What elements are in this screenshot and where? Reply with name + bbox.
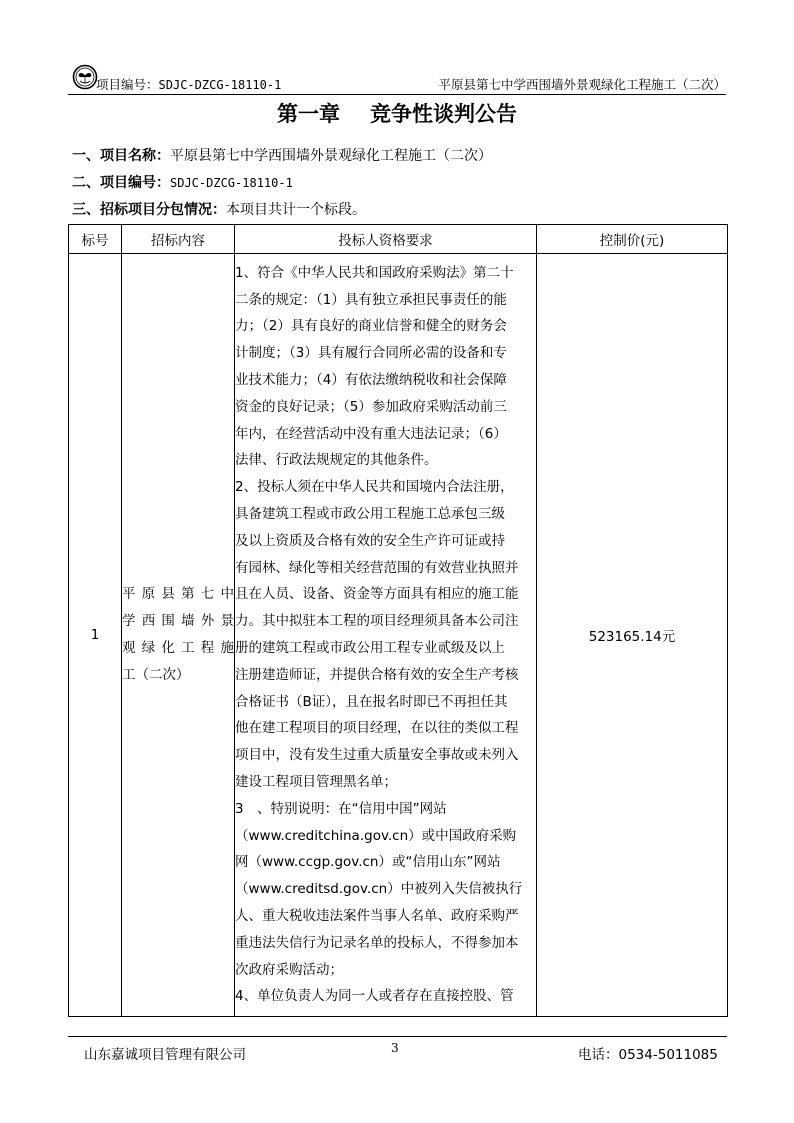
requirement-line: 2、投标人须在中华人民共和国境内合法注册， <box>235 479 514 496</box>
content-cell <box>122 254 235 1017</box>
header-lot-number: 标号 <box>69 225 122 254</box>
header-doc-title: 平原县第七中学西围墙外景观绿化工程施工（二次） <box>438 77 726 92</box>
footer-rule <box>68 1036 727 1037</box>
header-price: 控制价(元) <box>537 225 728 254</box>
requirement-line: 具备建筑工程或市政公用工程施工总承包三级 <box>235 506 505 523</box>
footer-phone: 电话：0534-5011085 <box>578 1047 718 1063</box>
company-logo-icon <box>72 64 98 90</box>
requirement-line: 注册建造师证，并提供合格有效的安全生产考核 <box>235 666 519 683</box>
header-project-number: 项目编号：SDJC-DZCG-18110-1 <box>96 77 282 92</box>
requirement-line: （www.creditchina.gov.cn）或中国政府采购 <box>235 827 517 844</box>
requirement-line: 力。其中拟驻本工程的项目经理须具备本公司注 <box>235 613 519 630</box>
content-line: 观绿化工程施 <box>122 640 234 656</box>
chapter-title <box>0 98 794 128</box>
requirement-line: 人、重大税收违法案件当事人名单、政府采购严 <box>235 907 519 924</box>
requirement-line: 力；（2）具有良好的商业信誉和健全的财务会 <box>235 318 507 335</box>
table-row <box>69 254 728 1017</box>
price-cell: 523165.14元 <box>537 254 728 1017</box>
requirement-line: 及以上资质及合格有效的安全生产许可证或持 <box>235 532 505 549</box>
project-number-label: 二、项目编号： <box>72 175 170 191</box>
requirement-line: 项目中，没有发生过重大质量安全事故或未列入 <box>235 747 519 764</box>
project-name-value: 平原县第七中学西围墙外景观绿化工程施工（二次） <box>170 148 492 164</box>
requirement-line: 册的建筑工程或市政公用工程专业贰级及以上 <box>235 640 505 656</box>
page-header <box>68 64 726 95</box>
requirement-line: 合格证书（B证），且在报名时即已不再担任其 <box>235 693 508 710</box>
chapter-number: 第一章 <box>277 101 340 126</box>
requirement-line: 有园林、绿化等相关经营范围的有效营业执照并 <box>235 559 519 576</box>
requirement-line: 网（www.ccgp.gov.cn）或“信用山东”网站 <box>235 854 501 871</box>
requirement-line: （www.creditsd.gov.cn）中被列入失信被执行 <box>235 881 523 898</box>
content-line: 工（二次） <box>122 666 190 683</box>
page-number: 3 <box>391 1041 399 1055</box>
project-name-line <box>72 145 492 165</box>
requirement-line: 次政府采购活动； <box>235 961 343 978</box>
lot-number-cell: 1 <box>69 254 122 1017</box>
table-header-row <box>69 225 728 254</box>
requirement-line: 重违法失信行为记录名单的投标人，不得参加本 <box>235 934 519 951</box>
requirement-line: 业技术能力；（4）有依法缴纳税收和社会保障 <box>235 372 507 389</box>
header-requirements: 投标人资格要求 <box>235 225 537 254</box>
requirement-line: 3 、特别说明：在“信用中国”网站 <box>235 800 447 817</box>
requirement-line: 二条的规定：（1）具有独立承担民事责任的能 <box>235 291 507 308</box>
lots-line <box>72 199 366 219</box>
project-number-line <box>72 172 293 192</box>
lots-label: 三、招标项目分包情况： <box>72 202 226 218</box>
footer-company: 山东嘉诚项目管理有限公司 <box>84 1047 246 1063</box>
requirement-line: 他在建工程项目的项目经理，在以往的类似工程 <box>235 720 519 737</box>
requirement-line: 建设工程项目管理黑名单； <box>235 773 397 790</box>
requirement-line: 年内，在经营活动中没有重大违法记录；（6） <box>235 425 507 442</box>
content-line: 学西围墙外景 <box>122 613 234 630</box>
chapter-heading: 竞争性谈判公告 <box>370 101 517 126</box>
requirement-line: 资金的良好记录；（5）参加政府采购活动前三 <box>235 398 507 415</box>
requirement-line: 1、符合《中华人民共和国政府采购法》第二十 <box>235 264 514 281</box>
requirement-line: 4、单位负责人为同一人或者存在直接控股、管 <box>235 988 514 1005</box>
bid-table <box>68 224 728 1017</box>
requirement-line: 计制度；（3）具有履行合同所必需的设备和专 <box>235 345 507 362</box>
requirements-cell <box>235 254 537 1017</box>
content-line: 平原县第七中 <box>122 586 234 603</box>
requirement-line: 法律、行政法规规定的其他条件。 <box>235 452 438 469</box>
requirement-line: 且在人员、设备、资金等方面具有相应的施工能 <box>235 586 519 603</box>
project-number-value: SDJC-DZCG-18110-1 <box>170 176 293 190</box>
project-name-label: 一、项目名称： <box>72 148 170 164</box>
lots-value: 本项目共计一个标段。 <box>226 202 366 218</box>
header-content: 招标内容 <box>122 225 235 254</box>
